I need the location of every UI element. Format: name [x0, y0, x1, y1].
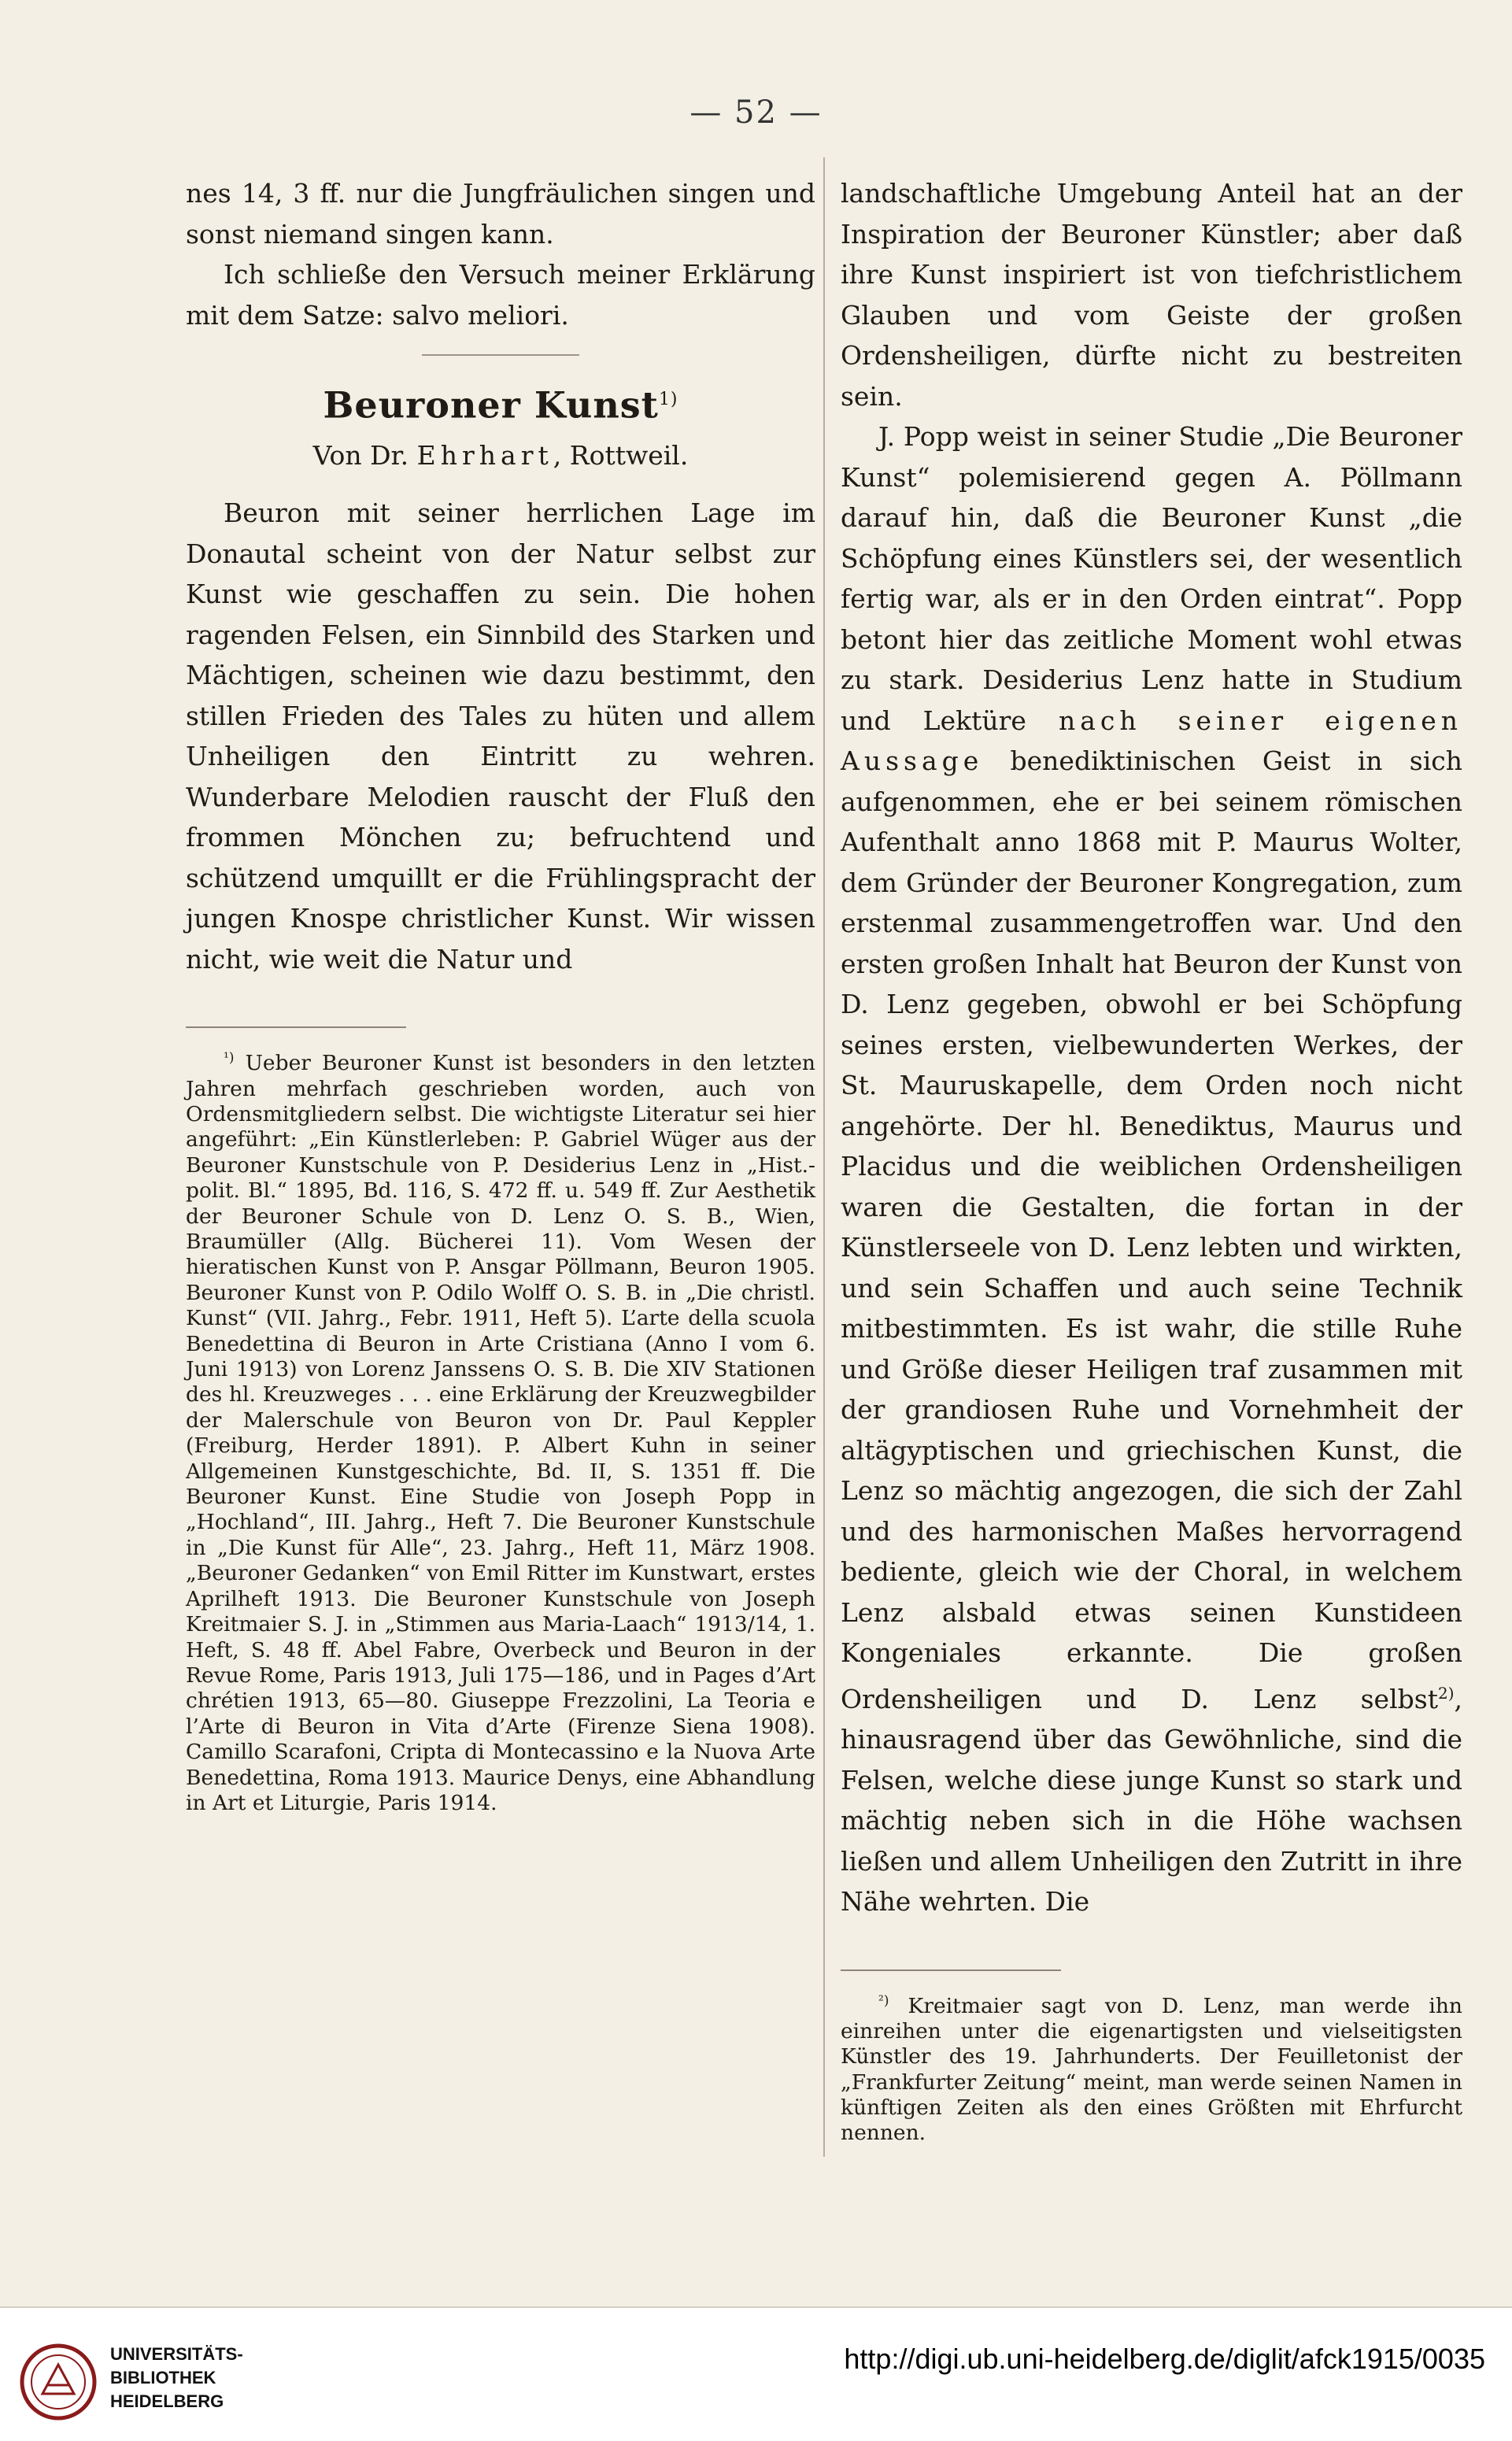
footnote-1-mark: ¹) — [224, 1050, 235, 1067]
institution-name — [110, 2343, 243, 2413]
institution-line-1: UNIVERSITÄTS- — [110, 2344, 243, 2364]
body-paragraph-1: Beuron mit seiner herrlichen Lage im Donautal scheint von der Natur selbst zur Kunst wie geschaffen zu sein. Die hohen ragenden Felsen, ein Sinnbild des Starken und Mächtigen, scheinen wie dazu bestimmt, den stillen Frieden des Tales zu hüten und allem Unheiligen den Eintritt zu wehren. Wunderbare Melodien rauscht der Fluß den frommen Mönchen zu; befruchtend und schützend umquillt er die Frühlingspracht der jungen Knospe christlicher Kunst. Wir wissen nicht, wie weit die Natur und — [186, 497, 815, 975]
byline-prefix: Von Dr. — [312, 439, 417, 471]
footnote-2 — [841, 1988, 1462, 2147]
article-title — [186, 379, 815, 426]
intro-paragraph-1: nes 14, 3 ff. nur die Jungfräulichen singen und sonst niemand singen kann. — [186, 178, 815, 250]
institution-line-2: BIBLIOTHEK — [110, 2368, 216, 2387]
byline — [186, 435, 815, 476]
footnote-rule — [186, 1026, 406, 1028]
right-column — [841, 173, 1462, 2147]
source-url[interactable]: http://digi.ub.uni-heidelberg.de/diglit/afck1915/0035 — [844, 2343, 1485, 2375]
column-divider — [823, 157, 825, 2157]
institution-line-3: HEIDELBERG — [110, 2391, 224, 2411]
page-number: — 52 — — [689, 94, 823, 131]
title-footnote-mark: 1) — [658, 390, 678, 409]
article-title-text: Beuroner Kunst — [323, 383, 659, 427]
university-seal-icon — [19, 2343, 98, 2421]
left-column — [186, 173, 815, 1816]
footnote-1-text: Ueber Beuroner Kunst ist besonders in den letzten Jahren mehrfach geschrieben worden, auch von Ordensmitgliedern selbst. Die wichtigste Literatur sei hier angeführt: „Ein Künstlerleben: P. Gabriel Wüger aus der Beuroner Kunstschule von P. Desiderius Lenz in „Hist.-polit. Bl.“ 1895, Bd. 116, S. 472 ff. u. 549 ff. Zur Aesthetik der Beuroner Schule von D. Lenz O. S. B., Wien, Braumüller (Allg. Bücherei 11). Vom Wesen der hieratischen Kunst von P. Ansgar Pöllmann, Beuron 1905. Beuroner Kunst von P. Odilo Wolff O. S. B. in „Die christl. Kunst“ (VII. Jahrg., Febr. 1911, Heft 5). L’arte della scuola Benedettina di Beuron in Arte Cristiana (Anno I vom 6. Juni 1913) von Lorenz Janssens O. S. B. Die XIV Stationen des hl. Kreuzweges . . . eine Erklärung der Kreuzwegbilder der Malerschule von Beuron von Dr. Paul Keppler (Freiburg, Herder 1891). P. Albert Kuhn in seiner Allgemeinen Kunstgeschichte, Bd. II, S. 1351 ff. Die Beuroner Kunst. Eine Studie von Joseph Popp in „Hochland“, III. Jahrg., Heft 7. Die Beuroner Kunstschule in „Die Kunst für Alle“, 23. Jahrg., Heft 11, März 1908. „Beuroner Gedanken“ von Emil Ritter im Kunstwart, erstes Aprilheft 1913. Die Beuroner Kunstschule von Joseph Kreitmaier S. J. in „Stimmen aus Maria-Laach“ 1913/14, 1. Heft, S. 48 ff. Abel Fabre, Overbeck und Beuron in der Revue Rome, Paris 1913, Juli 175—186, und in Pages d’Art chrétien 1913, 65—80. Giuseppe Frezzolini, La Teoria e l’Arte di Beuron in Vita d’Arte (Firenze Siena 1908). Camillo Scarafoni, Cripta di Montecassino e la Nuova Arte Benedettina, Roma 1913. Maurice Denys, eine Abhandlung in Art et Liturgie, Paris 1914. — [186, 1051, 815, 1815]
right-paragraph-1: landschaftliche Umgebung Anteil hat an der Inspiration der Beuroner Künstler; aber daß ihre Kunst inspiriert ist von tiefchristlichem Glauben und vom Geiste der großen Ordensheiligen, dürfte nicht zu bestreiten sein. — [841, 178, 1462, 412]
right-paragraph-2-part-c: , hinausragend über das Gewöhnliche, sind die Felsen, welche diese junge Kunst so stark und mächtig neben sich in die Höhe wachsen ließen und allem Unheiligen den Zutritt in ihre Nähe wehrten. Die — [841, 1683, 1462, 1917]
emphasized-phrase: nach seiner eigenen Aussage — [841, 705, 1462, 776]
footnote-rule-right — [841, 1969, 1061, 1971]
footnote-2-text: Kreitmaier sagt von D. Lenz, man werde ihn einreihen unter die eigenartigsten und vielseitigsten Künstler des 19. Jahrhunderts. Der Feuilletonist der „Frankfurter Zeitung“ meint, man werde seinen Namen in künftigen Zeiten als den eines Größten mit Ehrfurcht nennen. — [841, 1993, 1462, 2146]
footnote-1 — [186, 1045, 815, 1816]
intro-paragraph-2: Ich schließe den Versuch meiner Erklärung mit dem Satze: salvo meliori. — [186, 259, 815, 331]
author-name: Ehrhart — [416, 439, 553, 471]
right-paragraph-2-part-b: benediktinischen Geist in sich aufgenommen, ehe er bei seinem römischen Aufenthalt anno 1868 mit P. Maurus Wolter, dem Gründer der Beuroner Kongregation, zum erstenmal zusammengetroffen war. Und den ersten großen Inhalt hat Beuron der Kunst von D. Lenz gegeben, obwohl er bei Schöpfung seines ersten, vielbewunderten Werkes, der St. Mauruskapelle, dem Orden noch nicht angehörte. Der hl. Benediktus, Maurus und Placidus und die weiblichen Ordensheiligen waren die Gestalten, die fortan in der Künstlerseele von D. Lenz lebten und wirkten, und sein Schaffen und auch seine Technik mitbestimmten. Es ist wahr, die stille Ruhe und Größe dieser Heiligen traf zusammen mit der grandiosen Ruhe und Vornehmheit der altägyptischen und griechischen Kunst, die Lenz so mächtig angezogen, die sich der Zahl und des harmonischen Maßes hervorragend bediente, gleich wie der Choral, in welchem Lenz alsbald etwas seinen Kunstideen Kongeniales erkannte. Die großen Ordensheiligen und D. Lenz selbst — [841, 745, 1462, 1714]
section-divider — [422, 354, 579, 356]
right-paragraph-2-part-a: J. Popp weist in seiner Studie „Die Beuroner Kunst“ polemisierend gegen A. Pöllmann darauf hin, daß die Beuroner Kunst „die Schöpfung eines Künstlers sei, der wesentlich fertig war, als er in den Orden eintrat“. Popp betont hier das zeitliche Moment wohl etwas zu stark. Desiderius Lenz hatte in Studium und Lektüre — [841, 421, 1462, 736]
library-footer — [0, 2306, 1512, 2441]
right-paragraph-2 — [841, 416, 1462, 1922]
byline-suffix: , Rottweil. — [553, 439, 689, 471]
footnote-2-mark: ²) — [878, 1992, 889, 2009]
footnote-2-ref: 2) — [1437, 1683, 1455, 1703]
